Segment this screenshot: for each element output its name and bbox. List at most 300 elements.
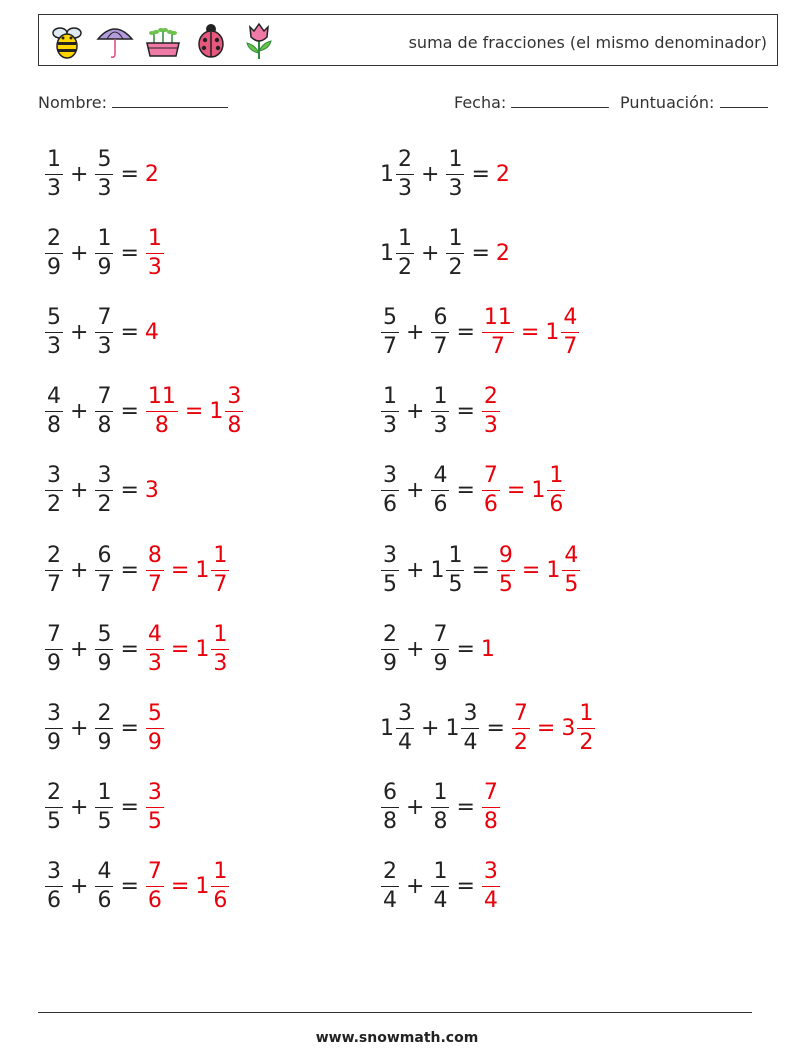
answer-value (145, 162, 160, 187)
fraction (396, 225, 414, 280)
plus-sign: + (70, 478, 89, 504)
whole-part: 3 (561, 715, 576, 741)
equals-sign: = (456, 795, 475, 821)
equals-sign: = (184, 399, 204, 425)
answer-value (496, 241, 511, 266)
equals-sign: = (120, 399, 139, 425)
date-field[interactable] (454, 93, 609, 112)
fraction (95, 225, 113, 280)
whole-part: 1 (546, 557, 561, 583)
equals-sign: = (120, 874, 139, 900)
mixed-number (94, 861, 114, 912)
plus-sign: + (70, 715, 89, 741)
fraction (381, 386, 399, 437)
fraction (561, 304, 579, 359)
fraction (461, 700, 479, 755)
plus-sign: + (406, 399, 425, 425)
answer-value (531, 465, 566, 516)
equals-sign: = (471, 240, 490, 266)
numerator: 1 (381, 386, 399, 412)
denominator: 6 (483, 492, 498, 518)
plus-sign: + (406, 795, 425, 821)
denominator: 7 (47, 571, 61, 597)
problem-item (44, 696, 165, 760)
fraction (446, 225, 464, 280)
denominator: 6 (213, 888, 228, 914)
numerator: 1 (396, 228, 414, 254)
numerator: 1 (95, 228, 113, 254)
ladybug-icon (191, 21, 231, 61)
name-field[interactable] (38, 93, 228, 112)
denominator: 8 (154, 413, 169, 439)
denominator: 3 (483, 413, 498, 439)
date-label: Fecha: (454, 93, 507, 112)
fraction (146, 782, 164, 833)
denominator: 2 (579, 729, 594, 755)
equals-sign: = (520, 319, 540, 345)
fraction (562, 542, 580, 597)
answer-value (496, 542, 516, 597)
mixed-number (44, 304, 64, 359)
whole-part: 3 (144, 478, 159, 504)
fraction (381, 782, 399, 833)
mixed-number (380, 386, 400, 437)
equals-sign: = (120, 557, 139, 583)
score-label: Puntuación: (620, 93, 715, 112)
mixed-number (430, 304, 450, 359)
fraction (381, 465, 399, 516)
equals-sign: = (120, 478, 139, 504)
footer-url: www.snowmath.com (315, 1030, 479, 1046)
fraction (482, 782, 500, 833)
mixed-number (94, 465, 114, 516)
whole-part: 1 (531, 478, 546, 504)
fraction (45, 700, 63, 755)
fraction (95, 465, 113, 516)
fraction (225, 386, 243, 437)
answer-value (145, 320, 160, 345)
problem-item (44, 300, 160, 364)
denominator: 3 (433, 413, 448, 439)
fraction (482, 304, 514, 359)
mixed-number (445, 225, 465, 280)
mixed-number (94, 542, 114, 597)
answer-value (145, 478, 160, 503)
bee-icon (47, 21, 87, 61)
answer-value (481, 637, 496, 662)
plus-sign: + (421, 161, 440, 187)
plus-sign: + (70, 557, 89, 583)
mixed-number (44, 700, 64, 755)
fraction (45, 621, 63, 676)
fraction (381, 621, 399, 676)
mixed-number (380, 700, 415, 755)
problem-item (380, 617, 496, 681)
equals-sign: = (521, 557, 541, 583)
plus-sign: + (406, 557, 425, 583)
answer-value (145, 386, 179, 437)
numerator: 2 (95, 703, 113, 729)
mixed-number (44, 146, 64, 201)
mixed-number (380, 621, 400, 676)
problem-item (44, 380, 244, 444)
date-blank[interactable] (511, 93, 609, 108)
plus-sign: + (406, 478, 425, 504)
header-icons (47, 21, 279, 61)
problem-item (380, 855, 501, 919)
numerator: 7 (482, 465, 500, 491)
denominator: 9 (97, 729, 112, 755)
mixed-number (44, 861, 64, 912)
denominator: 5 (47, 809, 61, 835)
problem-item (380, 776, 501, 840)
fraction (95, 304, 113, 359)
fraction (446, 146, 464, 201)
numerator: 5 (95, 149, 113, 175)
fraction (396, 700, 414, 755)
denominator: 8 (433, 809, 448, 835)
plus-sign: + (70, 795, 89, 821)
numerator: 7 (95, 386, 113, 412)
fraction (95, 621, 113, 676)
plus-sign: + (421, 240, 440, 266)
mixed-number (94, 700, 114, 755)
equals-sign: = (120, 161, 139, 187)
fraction (431, 861, 449, 912)
denominator: 7 (97, 571, 112, 597)
equals-sign: = (456, 478, 475, 504)
equals-sign: = (456, 399, 475, 425)
mixed-number (94, 782, 114, 833)
denominator: 5 (498, 571, 513, 597)
numerator: 2 (396, 149, 414, 175)
mixed-number (380, 146, 415, 201)
numerator: 4 (146, 624, 164, 650)
answer-value (481, 304, 515, 359)
numerator: 1 (211, 861, 229, 887)
answer-value (195, 861, 230, 912)
whole-part: 1 (380, 161, 394, 187)
mixed-number (380, 782, 400, 833)
numerator: 3 (381, 465, 399, 491)
problem-item (44, 855, 230, 919)
denominator: 4 (398, 729, 412, 755)
name-blank[interactable] (112, 93, 228, 108)
plus-sign: + (70, 874, 89, 900)
mixed-number (380, 861, 400, 912)
fraction (497, 542, 515, 597)
denominator: 3 (47, 175, 61, 201)
denominator: 9 (47, 254, 61, 280)
problem-item (380, 538, 581, 602)
numerator: 1 (446, 149, 464, 175)
fraction (446, 542, 464, 597)
fraction (45, 386, 63, 437)
numerator: 3 (225, 386, 243, 412)
whole-part: 1 (445, 715, 460, 741)
numerator: 6 (95, 545, 113, 571)
denominator: 6 (433, 492, 448, 518)
numerator: 3 (45, 861, 63, 887)
denominator: 9 (47, 729, 61, 755)
denominator: 9 (433, 650, 448, 676)
fraction (431, 304, 449, 359)
fraction (146, 386, 178, 437)
denominator: 9 (97, 650, 112, 676)
denominator: 9 (47, 650, 61, 676)
denominator: 3 (97, 333, 112, 359)
denominator: 5 (564, 571, 579, 597)
fraction (95, 782, 113, 833)
numerator: 9 (497, 545, 515, 571)
fraction (45, 225, 63, 280)
answer-value (481, 861, 501, 912)
denominator: 6 (147, 888, 162, 914)
numerator: 2 (482, 386, 500, 412)
numerator: 5 (381, 307, 399, 333)
whole-part: 2 (144, 161, 159, 187)
denominator: 4 (433, 888, 448, 914)
denominator: 7 (433, 333, 448, 359)
fraction (146, 542, 164, 597)
denominator: 3 (147, 650, 162, 676)
fraction (146, 621, 164, 676)
score-blank[interactable] (720, 93, 768, 108)
equals-sign: = (120, 240, 139, 266)
problem-item (380, 380, 501, 444)
numerator: 3 (396, 703, 414, 729)
numerator: 2 (381, 861, 399, 887)
denominator: 3 (383, 413, 397, 439)
denominator: 8 (97, 413, 112, 439)
fraction (45, 304, 63, 359)
answer-value (195, 621, 230, 676)
answer-value (145, 542, 165, 597)
answer-value (481, 465, 501, 516)
numerator: 5 (146, 703, 164, 729)
fraction (431, 465, 449, 516)
equals-sign: = (120, 715, 139, 741)
denominator: 9 (147, 729, 162, 755)
fraction (211, 861, 229, 912)
fraction (95, 386, 113, 437)
numerator: 3 (461, 703, 479, 729)
equals-sign: = (456, 319, 475, 345)
denominator: 3 (398, 175, 412, 201)
denominator: 4 (463, 729, 478, 755)
numerator: 2 (381, 624, 399, 650)
numerator: 11 (482, 307, 514, 333)
fraction (45, 542, 63, 597)
mixed-number (44, 542, 64, 597)
numerator: 6 (381, 782, 399, 808)
numerator: 7 (45, 624, 63, 650)
equals-sign: = (120, 319, 139, 345)
numerator: 7 (431, 624, 449, 650)
numerator: 1 (146, 228, 164, 254)
denominator: 5 (97, 809, 112, 835)
whole-part: 2 (495, 161, 510, 187)
numerator: 4 (562, 545, 580, 571)
answer-value (145, 225, 165, 280)
problem-item (44, 776, 165, 840)
numerator: 4 (45, 386, 63, 412)
plus-sign: + (421, 715, 440, 741)
numerator: 3 (45, 465, 63, 491)
mixed-number (94, 146, 114, 201)
numerator: 2 (45, 545, 63, 571)
problem-item (44, 142, 160, 206)
problem-item (380, 300, 580, 364)
equals-sign: = (456, 874, 475, 900)
whole-part: 1 (195, 874, 210, 900)
numerator: 8 (146, 545, 164, 571)
plus-sign: + (406, 319, 425, 345)
denominator: 4 (383, 888, 397, 914)
problem-item (380, 459, 566, 523)
numerator: 1 (547, 465, 565, 491)
numerator: 4 (95, 861, 113, 887)
fraction (381, 861, 399, 912)
whole-part: 1 (209, 399, 224, 425)
footer-divider (38, 1012, 752, 1013)
denominator: 2 (513, 729, 528, 755)
mixed-number (94, 304, 114, 359)
mixed-number (380, 542, 400, 597)
umbrella-icon (95, 21, 135, 61)
denominator: 3 (47, 333, 61, 359)
answer-value (195, 542, 230, 597)
denominator: 3 (213, 650, 228, 676)
problem-item (380, 221, 511, 285)
equals-sign: = (170, 557, 190, 583)
denominator: 3 (97, 175, 112, 201)
plus-sign: + (70, 161, 89, 187)
numerator: 5 (45, 307, 63, 333)
answer-value (496, 162, 511, 187)
fraction (547, 465, 565, 516)
fraction (211, 621, 229, 676)
whole-part: 1 (480, 636, 495, 662)
score-field[interactable] (620, 93, 768, 112)
mixed-number (44, 621, 64, 676)
numerator: 1 (446, 545, 464, 571)
denominator: 8 (47, 413, 61, 439)
problem-item (44, 459, 160, 523)
fraction (45, 465, 63, 516)
mixed-number (445, 700, 480, 755)
numerator: 7 (482, 782, 500, 808)
numerator: 1 (431, 782, 449, 808)
fraction (396, 146, 414, 201)
problem-item (380, 696, 596, 760)
numerator: 3 (146, 782, 164, 808)
problem-item (380, 142, 511, 206)
whole-part: 1 (545, 319, 560, 345)
numerator: 4 (431, 465, 449, 491)
tulip-icon (239, 21, 279, 61)
mixed-number (94, 621, 114, 676)
denominator: 3 (147, 254, 162, 280)
equals-sign: = (120, 795, 139, 821)
fraction (482, 861, 500, 912)
fraction (381, 304, 399, 359)
numerator: 2 (45, 228, 63, 254)
fraction (95, 542, 113, 597)
worksheet-title: suma de fracciones (el mismo denominador) (408, 33, 767, 52)
numerator: 7 (512, 703, 530, 729)
whole-part: 2 (495, 240, 510, 266)
denominator: 8 (227, 413, 242, 439)
fraction (45, 782, 63, 833)
whole-part: 1 (380, 240, 394, 266)
whole-part: 1 (195, 557, 210, 583)
fraction (95, 861, 113, 912)
answer-value (145, 782, 165, 833)
denominator: 6 (549, 492, 564, 518)
plant-pot-icon (143, 21, 183, 61)
answer-value (481, 386, 501, 437)
numerator: 1 (431, 386, 449, 412)
numerator: 1 (211, 545, 229, 571)
equals-sign: = (486, 715, 505, 741)
equals-sign: = (120, 636, 139, 662)
mixed-number (94, 225, 114, 280)
mixed-number (94, 386, 114, 437)
mixed-number (44, 386, 64, 437)
fraction (146, 700, 164, 755)
numerator: 1 (211, 624, 229, 650)
answer-value (545, 304, 580, 359)
numerator: 5 (95, 624, 113, 650)
denominator: 8 (383, 809, 397, 835)
denominator: 7 (563, 333, 578, 359)
fraction (482, 386, 500, 437)
equals-sign: = (471, 161, 490, 187)
answer-value (511, 700, 531, 755)
denominator: 2 (47, 492, 61, 518)
denominator: 7 (213, 571, 228, 597)
name-label: Nombre: (38, 93, 107, 112)
mixed-number (44, 782, 64, 833)
denominator: 2 (97, 492, 112, 518)
numerator: 6 (431, 307, 449, 333)
denominator: 8 (483, 809, 498, 835)
mixed-number (380, 465, 400, 516)
denominator: 7 (383, 333, 397, 359)
fraction (381, 542, 399, 597)
numerator: 7 (146, 861, 164, 887)
mixed-number (430, 861, 450, 912)
denominator: 5 (383, 571, 397, 597)
numerator: 1 (95, 782, 113, 808)
numerator: 1 (45, 149, 63, 175)
mixed-number (430, 542, 465, 597)
answer-value (561, 700, 596, 755)
numerator: 3 (95, 465, 113, 491)
answer-value (481, 782, 501, 833)
denominator: 5 (448, 571, 463, 597)
equals-sign: = (471, 557, 490, 583)
whole-part: 1 (195, 636, 210, 662)
fraction (431, 621, 449, 676)
denominator: 6 (47, 888, 61, 914)
mixed-number (380, 304, 400, 359)
mixed-number (430, 465, 450, 516)
mixed-number (430, 621, 450, 676)
fraction (146, 225, 164, 280)
denominator: 9 (97, 254, 112, 280)
